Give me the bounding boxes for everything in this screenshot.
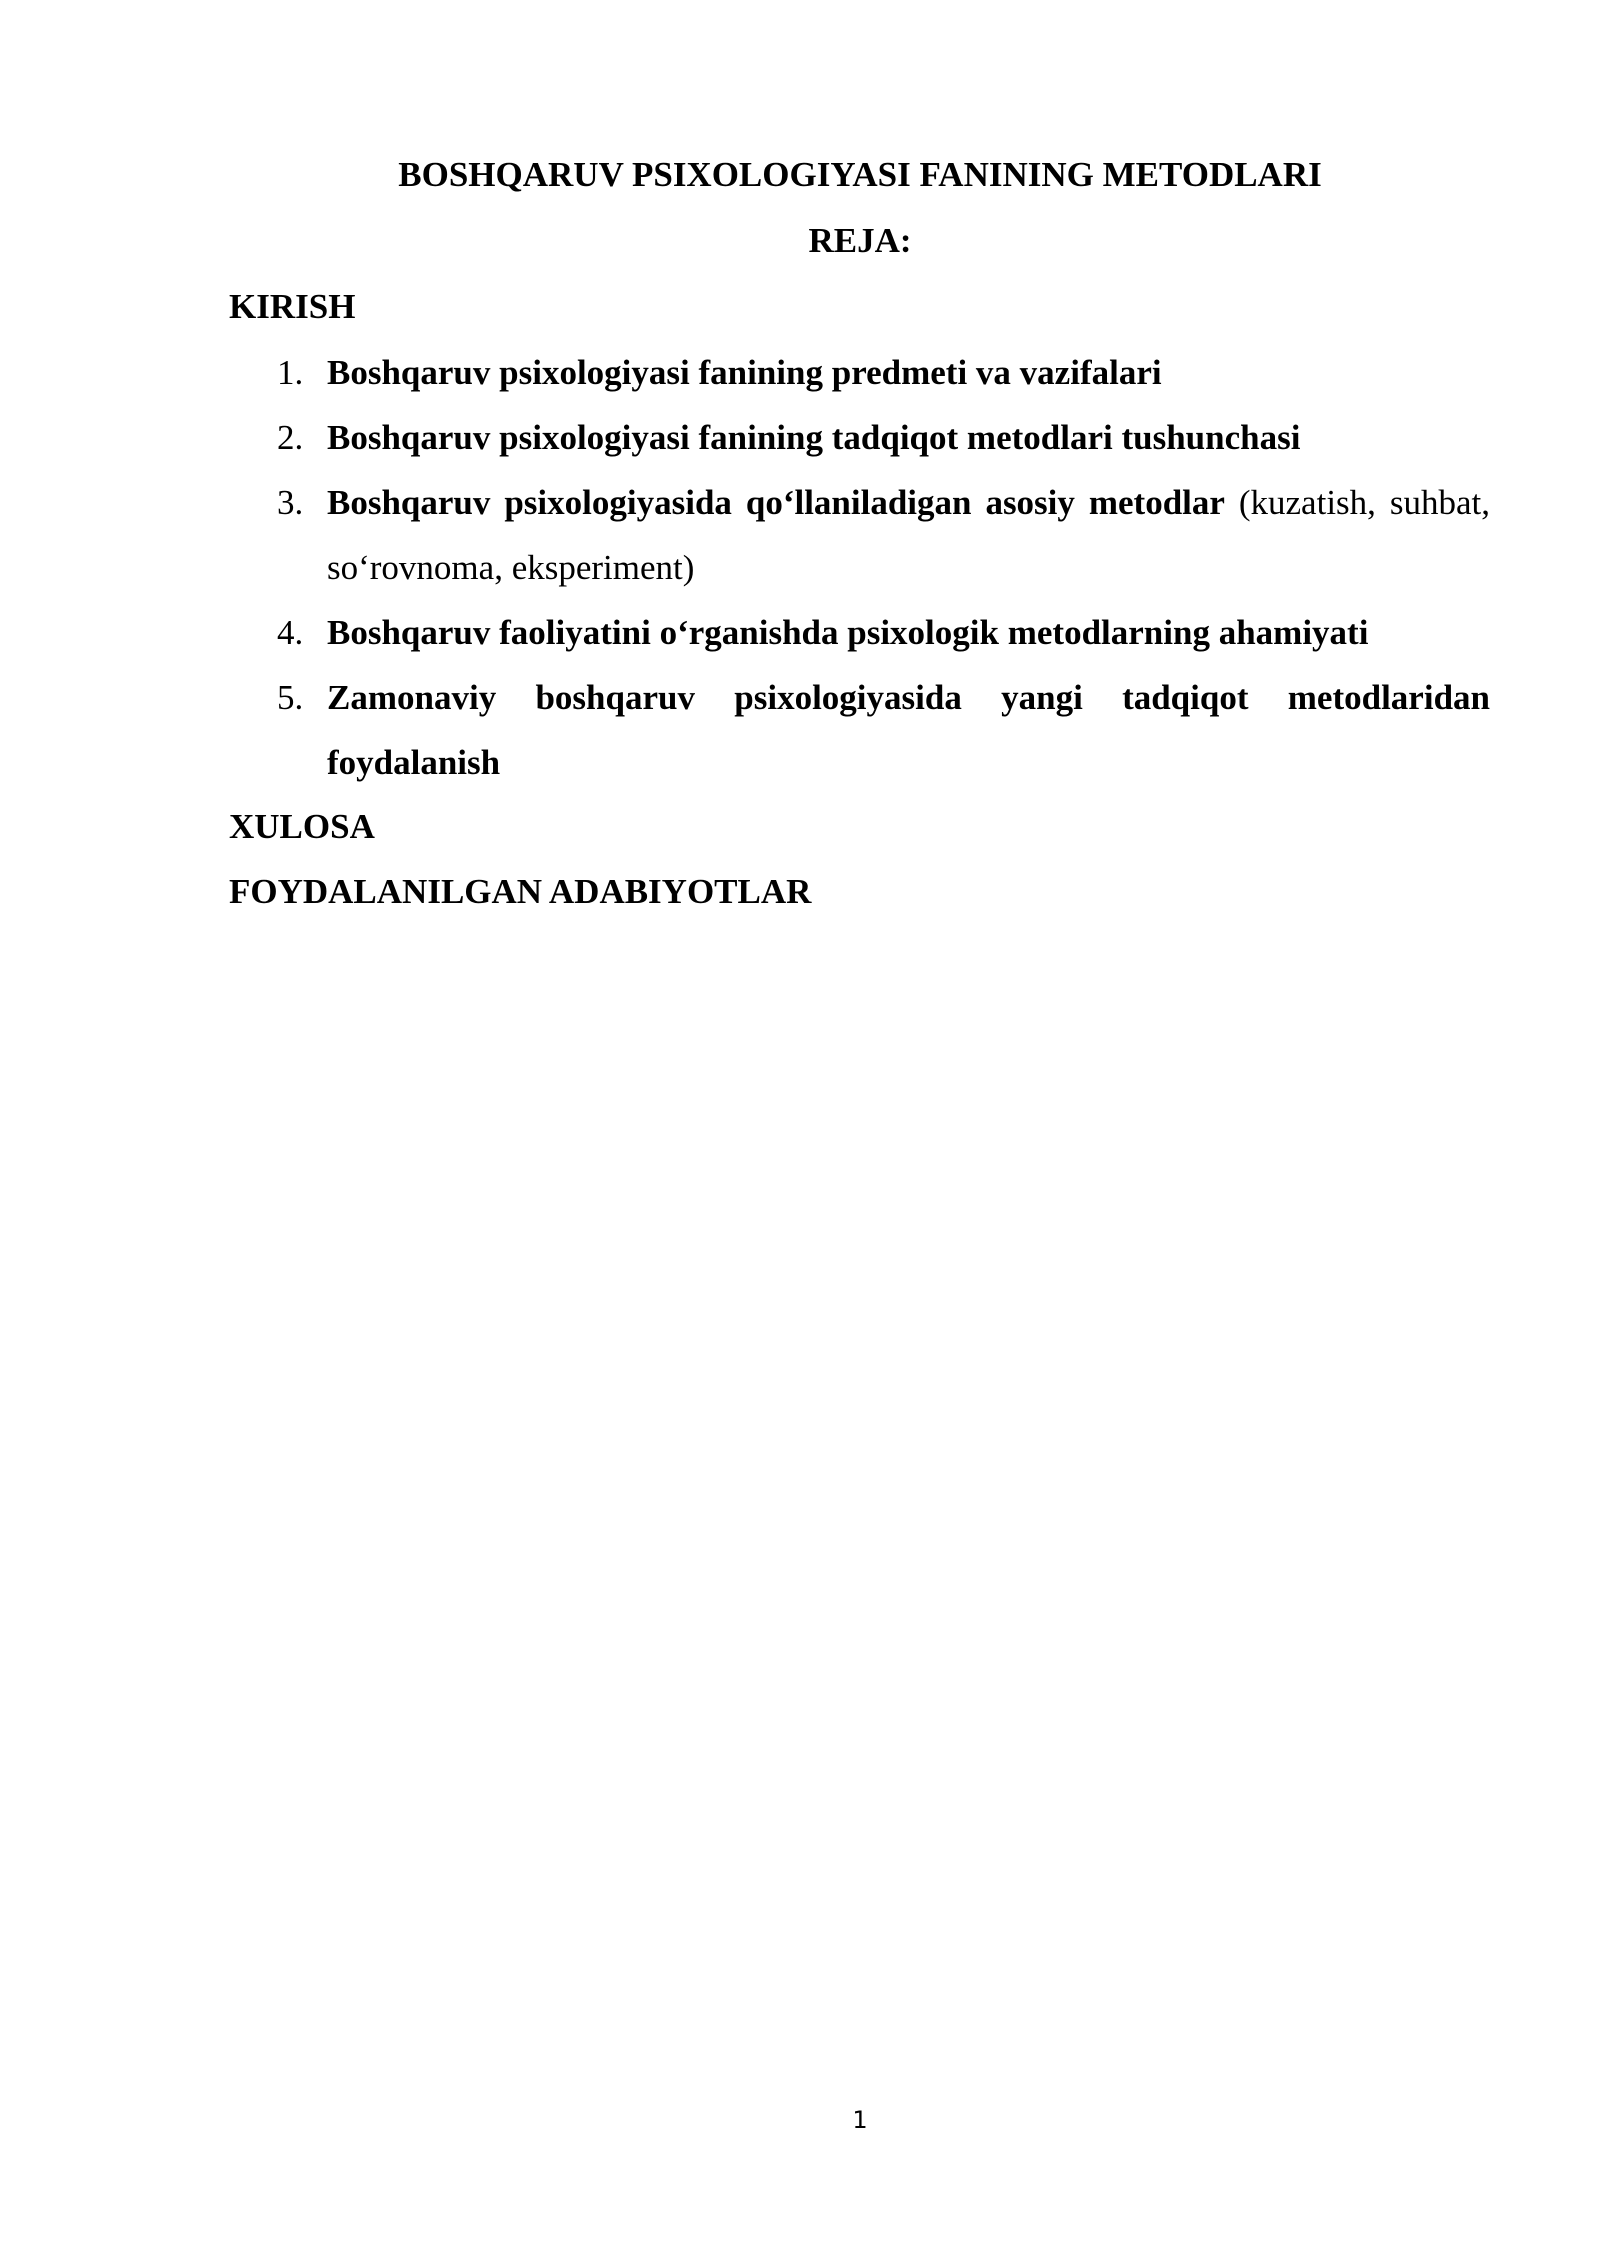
section-intro: KIRISH (229, 287, 356, 326)
plan-item (229, 665, 1490, 795)
plan-item-number: 3. (277, 483, 304, 522)
section-references: FOYDALANILGAN ADABIYOTLAR (229, 872, 812, 911)
plan-item-text: Boshqaruv faoliyatini o‘rganishda psixologik metodlarning ahamiyati (327, 613, 1369, 652)
plan-item-text: Boshqaruv psixologiyasi fanining predmeti va vazifalari (327, 353, 1162, 392)
plan-item-text: Zamonaviy boshqaruv psixologiyasida yangi tadqiqot metodlaridan foydalanish (327, 678, 1490, 782)
plan-item (229, 405, 1490, 470)
plan-item-text: Boshqaruv psixologiyasi fanining tadqiqot metodlari tushunchasi (327, 418, 1301, 457)
document-title: BOSHQARUV PSIXOLOGIYASI FANINING METODLARI (398, 155, 1322, 194)
plan-item-number: 2. (277, 418, 304, 457)
page-number: 1 (852, 2106, 868, 2134)
plan-item-text: Boshqaruv psixologiyasida qo‘llaniladigan asosiy metodlar (327, 483, 1225, 522)
section-conclusion: XULOSA (229, 807, 375, 846)
plan-item (229, 470, 1490, 600)
plan-item (229, 600, 1490, 665)
plan-list (229, 340, 1490, 795)
plan-item (229, 340, 1490, 405)
plan-item-note: (kuzatish, suhbat, so‘rovnoma, eksperiment) (327, 483, 1490, 587)
plan-item-number: 5. (277, 678, 304, 717)
plan-item-number: 1. (277, 353, 304, 392)
plan-item-number: 4. (277, 613, 304, 652)
plan-heading: REJA: (808, 221, 912, 260)
